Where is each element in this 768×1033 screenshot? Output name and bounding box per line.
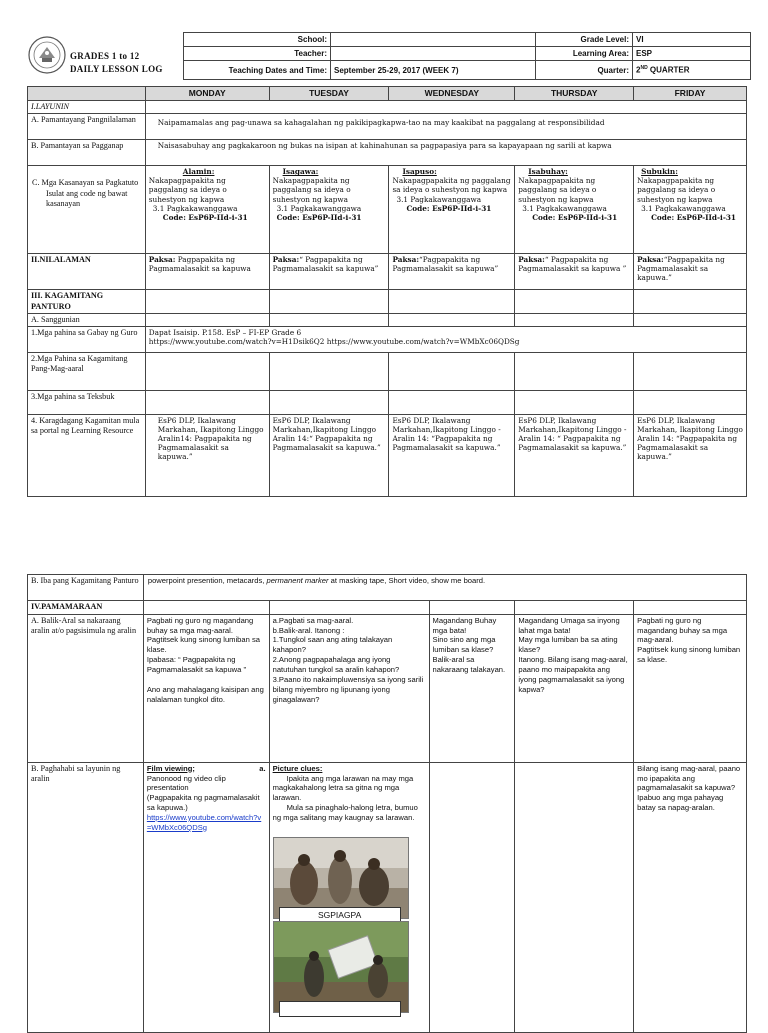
- day-monday: MONDAY: [145, 87, 269, 101]
- grade-label: Grade Level:: [536, 33, 633, 47]
- header-dll: DAILY LESSON LOG: [70, 64, 163, 74]
- day-thursday: THURSDAY: [515, 87, 634, 101]
- balik-aral-tuesday: a.Pagbati sa mag-aaral. b.Balik-aral. Itanong : 1.Tungkol saan ang ating talakayan kahapon? 2.Anong pagpapahalaga ang iyong natutuhan tungkol sa aralin kahapon? 3.Paano ito nakaimpluwensiya sa iyong sarili bilang miyembro ng lipunang iyong ginagalawan?: [269, 614, 429, 762]
- photo-carrying-refrigerator: [273, 921, 409, 1013]
- pamantayang-pangnilalaman-text: Naipamamalas ang pag-unawa sa kahagalahan ng pakikipagkapwa-tao na may kaakibat na paggalang at responsibilidad: [145, 114, 746, 140]
- school-value: [331, 33, 536, 47]
- header-info-table: [183, 32, 751, 80]
- pang-mag-aaral-label: 2.Mga Pahina sa Kagamitang Pang-Mag-aaral: [28, 353, 146, 391]
- nilalaman-label: II.NILALAMAN: [28, 254, 146, 290]
- teacher-value: [331, 47, 536, 61]
- teacher-label: Teacher:: [184, 47, 331, 61]
- pamantayan-pagganap-text: Naisasabuhay ang pagkakaroon ng bukas na isipan at kahinahunan sa pagpapasiya para sa kapayapaan ng sarili at kapwa: [145, 140, 746, 166]
- balik-aral-friday: Pagbati ng guro ng magandang buhay sa mga mag-aaral. Pagtitsek kung sinong lumiban sa klase.: [634, 614, 747, 762]
- balik-aral-monday: Pagbati ng guro ng magandang buhay sa mga mag-aaral. Pagtitsek kung sinong lumiban sa klase. Ipabasa: “ Pagpapakita ng Pagmamalasakit sa kapuwa ” Ano ang mahalagang kaisipan ang nalalaman tungkol dito.: [143, 614, 269, 762]
- quarter-value: 2ND QUARTER: [633, 61, 751, 80]
- nilalaman-monday: Paksa: Pagpapakita ng Pagmamalasakit sa kapuwa: [145, 254, 269, 290]
- nilalaman-tuesday: Paksa:“ Pagpapakita ng Pagmamalasakit sa kapuwa”: [269, 254, 389, 290]
- iba-pang-kagamitan-text: powerpoint presention, metacards, permanent marker at masking tape, Short video, show me board.: [143, 575, 746, 601]
- area-label: Learning Area:: [536, 47, 633, 61]
- karagdagang-label: 4. Karagdagang Kagamitan mula sa portal ng Learning Resource: [28, 415, 146, 497]
- day-tuesday: TUESDAY: [269, 87, 389, 101]
- picture-caption-1: SGPIAGPA: [279, 907, 401, 923]
- school-label: School:: [184, 33, 331, 47]
- kasanayan-wednesday: Isapuso: Nakapagpapakita ng paggalang sa ideya o suhestyon ng kapwa 3.1 Pagkakawanggawa Code: EsP6P-IId-i-31: [389, 166, 515, 254]
- gabay-label: 1.Mga pahina sa Gabay ng Guro: [28, 327, 146, 353]
- dates-label: Teaching Dates and Time:: [184, 61, 331, 80]
- karagdagang-wednesday: EsP6 DLP, Ikalawang Markahan,Ikapitong Linggo - Aralin 14: “Pagpapakita ng Pagmamalasakit sa kapuwa.”: [389, 415, 515, 497]
- kasanayan-label-2: Isulat ang code ng bawat kasanayan: [46, 188, 128, 208]
- sanggunian-label: A. Sanggunian: [28, 313, 146, 326]
- teksbuk-label: 3.Mga pahina sa Teksbuk: [28, 391, 146, 415]
- kasanayan-friday: Subukin: Nakapagpapakita ng paggalang sa ideya o suhestyon ng kapwa 3.1 Pagkakawanggawa Code: EsP6P-IId-i-31: [634, 166, 747, 254]
- grade-value: VI: [633, 33, 751, 47]
- picture-caption-2: [279, 1001, 401, 1017]
- lesson-table-part2: [27, 574, 747, 1033]
- karagdagang-tuesday: EsP6 DLP, Ikalawang Markahan,Ikapitong Linggo Aralin 14:“ Pagpapakita ng Pagmamalasakit sa kapuwa.”: [269, 415, 389, 497]
- balik-aral-label: A. Balik-Aral sa nakaraang aralin at/o pagsisimula ng aralin: [28, 614, 144, 762]
- header-grades: GRADES 1 to 12: [70, 51, 140, 61]
- kasanayan-thursday: Isabuhay: Nakapagpapakita ng paggalang sa ideya o suhestyon ng kapwa 3.1 Pagkakawanggawa Code: EsP6P-IId-i-31: [515, 166, 634, 254]
- karagdagang-thursday: EsP6 DLP, Ikalawang Markahan,Ikapitong Linggo - Aralin 14: “ Pagpapakita ng Pagmamalasakit sa kapuwa.”: [515, 415, 634, 497]
- paghahabi-monday: Film viewing; a. Panonood ng video clip presentation (Pagpapakita ng pagmamalasakit sa kapuwa.) https://www.youtube.com/watch?v=WMbXc06QDSg: [143, 762, 269, 1032]
- pamantayang-pangnilalaman-label: A. Pamantayang Pangnilalaman: [28, 114, 146, 140]
- corner-cell: [28, 87, 146, 101]
- dates-value: September 25-29, 2017 (WEEK 7): [331, 61, 536, 80]
- quarter-label: Quarter:: [536, 61, 633, 80]
- layunin-heading: I.LAYUNIN: [28, 101, 146, 114]
- pamamaraan-label: IV.PAMAMARAAN: [28, 601, 144, 615]
- paghahabi-tuesday: Picture clues: Ipakita ang mga larawan na may mga magkakahalong letra sa gitna ng mga larawan. Mula sa pinaghalo-halong letra, bumuo ng mga salitang may kaugnay sa larawan. SGPIAGPA: [269, 762, 429, 1032]
- nilalaman-friday: Paksa:“Pagpapakita ng Pagmamalasakit sa kapuwa.”: [634, 254, 747, 290]
- video-link[interactable]: https://www.youtube.com/watch?v=WMbXc06QDSg: [146, 812, 262, 832]
- balik-aral-wednesday: Magandang Buhay mga bata! Sino sino ang mga lumiban sa klase? Balik-aral sa nakaraang talakayan.: [429, 614, 515, 762]
- paghahabi-wednesday: [429, 762, 515, 1032]
- kasanayan-label-1: C. Mga Kasanayan sa Pagkatuto: [32, 178, 139, 188]
- kasanayan-tuesday: Isagawa: Nakapagpapakita ng paggalang sa ideya o suhestyon ng kapwa 3.1 Pagkakawanggawa Code: EsP6P-IId-i-31: [269, 166, 389, 254]
- nilalaman-wednesday: Paksa:“Pagpapakita ng Pagmamalasakit sa kapuwa”: [389, 254, 515, 290]
- picture-clues-images: [273, 837, 407, 1013]
- kagamitang-label: III. KAGAMITANG PANTURO: [28, 290, 146, 314]
- day-friday: FRIDAY: [634, 87, 747, 101]
- deped-seal: [28, 36, 66, 74]
- paghahabi-thursday: [515, 762, 634, 1032]
- lesson-table-part1: [27, 86, 747, 497]
- gabay-text: Dapat Isaisip. P.158. EsP – FI-EP Grade 6 https://www.youtube.com/watch?v=H1Dsik6Q2 https://www.youtube.com/watch?v=WMbXc06QDSg: [145, 327, 746, 353]
- karagdagang-friday: EsP6 DLP, Ikalawang Markahan, Ikapitong Linggo Aralin 14: “Pagpapakita ng Pagmamalasakit sa kapuwa.”: [634, 415, 747, 497]
- iba-pang-kagamitan-label: B. Iba pang Kagamitang Panturo: [28, 575, 144, 601]
- paghahabi-label: B. Paghahabi sa layunin ng aralin: [28, 762, 144, 1032]
- kasanayan-label: [28, 166, 146, 254]
- kasanayan-monday: Alamin: Nakapagpapakita ng paggalang sa ideya o suhestyon ng kapwa 3.1 Pagkakawanggawa Code: EsP6P-IId-i-31: [145, 166, 269, 254]
- karagdagang-monday: EsP6 DLP, Ikalawang Markahan, Ikapitong Linggo Aralin14: Pagpapakita ng Pagmamalasakit sa kapuwa.”: [145, 415, 269, 497]
- day-wednesday: WEDNESDAY: [389, 87, 515, 101]
- area-value: ESP: [633, 47, 751, 61]
- pamantayan-pagganap-label: B. Pamantayan sa Pagganap: [28, 140, 146, 166]
- balik-aral-thursday: Magandang Umaga sa inyong lahat mga bata! May mga lumiban ba sa ating klase? Itanong. Bilang isang mag-aaral, paano mo maipapakita ang iyong pagmamalasakit sa iyong kapwa?: [515, 614, 634, 762]
- nilalaman-thursday: Paksa:“ Pagpapakita ng Pagmamalasakit sa kapuwa ”: [515, 254, 634, 290]
- paghahabi-friday: Bilang isang mag-aaral, paano mo ipapakita ang pagmamalasakit sa kapuwa? Ipabuo ang mga pahayag batay sa napag-aralan.: [634, 762, 747, 1032]
